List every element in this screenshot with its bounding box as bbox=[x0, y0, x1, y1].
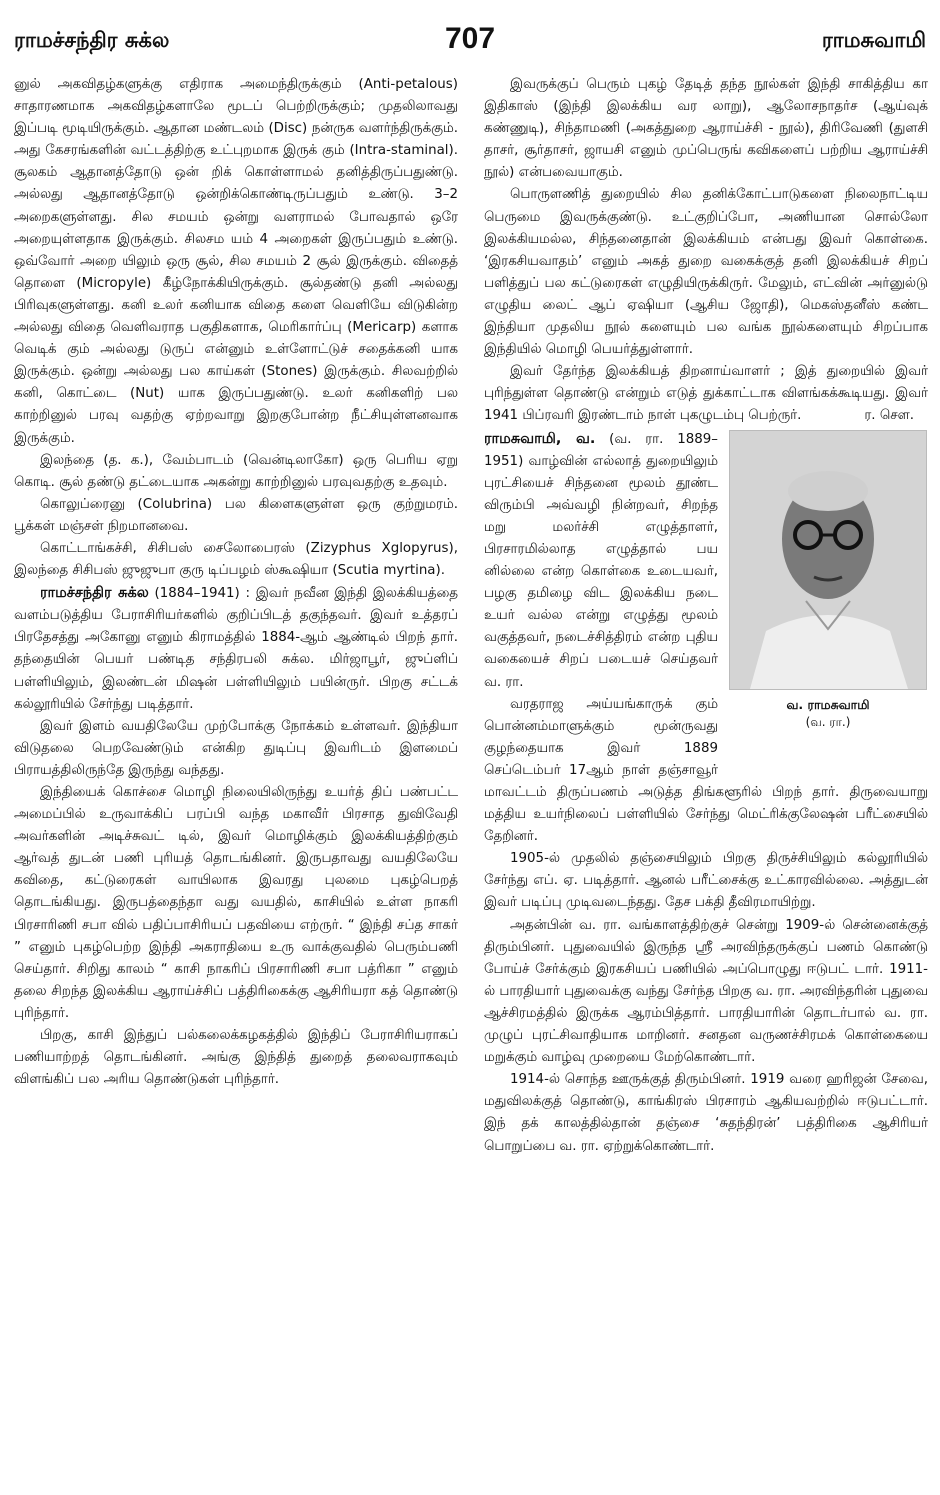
running-head-left: ராமச்சந்திர சுக்ல bbox=[14, 28, 170, 52]
paragraph: அதன்பின் வ. ரா. வங்காளத்திற்குச் சென்று 1909-ல் சென்னைக்குத் திரும்பினர். புதுவையில் இருந்த ஸ்ரீ அரவிந்தருக்குப் பணம் கொண்டு போய்ச் சேர்க்கும் இரகசியப் பணியில் அப்பொழுது ஈடுபட் டார். 1911-ல் பாரதியார் புதுவைக்கு வந்து சேர்ந்த பிறகு வ. ரா. அரவிந்தரின் புதுவை ஆச்சிரமத்தில் இருக்க ஆரம்பித்தார். பாரதியாரின் தொடர்பால் வ. ரா. முழுப் புரட்சிவாதியாக மாறினர். சனதன வருணச்சிரமக் கொள்கையை மறுக்கும் வாழ்வு முறையை மேற்கொண்டார். bbox=[484, 917, 928, 1066]
portrait-subcaption: (வ. ரா.) bbox=[805, 714, 851, 729]
paragraph: இலந்தை (த. க.), வேம்பாடம் (வென்டிலாகோ) ஒரு பெரிய ஏறு கொடி. சூல் தண்டு தட்டையாக அகன்று காற்றினுல் பரவுவதற்கு உதவும். bbox=[14, 452, 458, 490]
paragraph: இவருக்குப் பெரும் புகழ் தேடித் தந்த நூல்கள் இந்தி சாகித்திய கா இதிகாஸ் (இந்தி இலக்கிய வர லாறு), ஆலோசநாதர்ச (ஆய்வுக் கண்ணுடி), சிந்தாமணி (அகத்துறை ஆராய்ச்சி - நூல்), திரிவேணி (துளசி தாசர், சூர்தாசர், ஜாயசி எனும் முப்பெருங் கவிகளைப் பற்றிய ஆராய்ச்சி நூல்) என்பவையாகும். bbox=[484, 77, 928, 181]
paragraph: னுல் அகவிதழ்களுக்கு எதிராக அமைந்திருக்கும் (Anti-petalous) சாதாரணமாக அகவிதழ்களாலே மூடப் பெற்றிருக்கும்; முதலிலாவது இப்படி மூடியிருக்கும். ஆதான மண்டலம் (Disc) நன்ருக வளர்ந்திருக்கும். அது கேசரங்களின் வட்டத்திற்கு உட்புறமாக இருக் கும் (Intra-staminal). சூலகம் ஆதானத்தோடு ஒன் றிக் கொள்ளாமல் தனித்திருப்பதுண்டு. அல்லது ஆதானத்தோடு ஒன்றிக்கொண்டிருப்பதும் உண்டு. 3–2 அறைகளுள்ளது. சில சமயம் ஒன்று வளராமல் போவதால் ஒரே அறையுள்ளதாக இருக்கும். சிலசம யம் 4 அறைகள் இருப்பதும் உண்டு. ஒவ்வோர் அறை யிலும் ஒரு சூல், சில சமயம் 2 சூல் இருக்கும். விதைத் தொளை (Micropyle) கீழ்நோக்கியிருக்கும். சூல்தண்டு தனி அல்லது பிரிவுகளுள்ளது. கனி உலர் கனியாக விதை களை வெளியே விடுகின்ற அல்லது விதை வெளிவராத பகுதிகளாக, மெரிகார்ப்பு (Mericarp) களாக வெடிக் கும் அல்லது டுருப் என்னும் உள்ளோட்டுச் சதைக்கனி யாக இருக்கும். ஒன்று அல்லது பல காய்கள் (Stones) இருக்கும். சிலவற்றில் கனி, கொட்டை (Nut) யாக இருப்பதுண்டு. உலர் கனிகளிற் பல காற்றினுல் பரவு வதற்கு ஏற்றவாறு இறகுபோன்ற நீட்சியுள்ளனவாக இருக்கும். bbox=[14, 77, 458, 446]
running-head-right: ராமசுவாமி bbox=[821, 28, 926, 52]
paragraph: பொருளணித் துறையில் சில தனிக்கோட்பாடுகளை நிலைநாட்டிய பெருமை இவருக்குண்டு. உட்குறிப்போ, அணியான சொல்லோ இலக்கியமல்ல, சிந்தனைதான் இலக்கியம் என்பது இவர் கொள்கை. ‘இரகசியவாதம்’ எனும் அகத் துறை வகைக்குத் தனி இலக்கியச் சிறப் பளித்துப் பல கட்டுரைகள் எழுதியிருக்கிருர். மேலும், எட்வின் அர்னுல்டு எழுதிய லைட் ஆப் ஏஷியா (ஆசிய ஜோதி), மெகஸ்தனீஸ் கண்ட இந்தியா முதலிய நூல் களையும் பல வங்க நூல்களையும் சிறப்பாக இந்தியில் மொழி பெயர்த்துள்ளார். bbox=[484, 187, 928, 358]
entry-text: இவர் நவீன இந்தி இலக்கியத்தை வளம்படுத்திய பேராசிரியர்களில் குறிப்பிடத் தகுந்தவர். இவர் உத்தரப் பிரதேசத்து அகோனு எனும் கிராமத்தில் 1884-ஆம் ஆண்டில் பிறந் தார். தந்தையின் பெயர் பண்டித சந்திரபலி சுக்ல. மிர்ஜாபூர், ஜுப்ளிப் பள்ளியிலும், இலண்டன் மிஷன் பள்ளியிலும் பயின்ருர். பிறகு சட்டக் கல்லூரியில் சேர்ந்து படித்தார். bbox=[14, 586, 458, 712]
entry-headword: ராமச்சந்திர சுக்ல bbox=[40, 585, 149, 602]
right-column bbox=[484, 74, 928, 1474]
paragraph: 1914-ல் சொந்த ஊருக்குத் திரும்பினர். 1919 வரை ஹரிஜன் சேவை, மதுவிலக்குத் தொண்டு, காங்கிரஸ் பிரசாரம் ஆகியவற்றில் ஈடுபட்டார். இந் தக் காலத்தில்தான் தஞ்சை ‘சுதந்திரன்’ பத்திரிகை ஆசிரியர் பொறுப்பை வ. ரா. ஏற்றுக்கொண்டார். bbox=[484, 1072, 928, 1154]
page-number: 707 bbox=[444, 22, 496, 55]
paragraph bbox=[484, 361, 928, 427]
paragraph: வரதராஜ அய்யங்காருக் கும் பொன்னம்மாளுக்கும் மூன்ருவது குழந்தையாக இவர் 1889 செப்டெம்பர் 17ஆம் நாள் தஞ்சாவூர் மாவட்டம் திருப்பணம் அடுத்த திங்களூரில் பிறந் தார். திருவையாறு மத்திய உயர்நிலைப் பள்ளியில் சேர்ந்து மெட்ரிக்குலேஷன் பரீட்சையில் தேறினர். bbox=[484, 696, 928, 845]
entry-paragraph bbox=[14, 582, 458, 716]
entry-headword: ராமசுவாமி, வ. bbox=[484, 430, 596, 447]
page-header bbox=[14, 22, 926, 62]
paragraph: கொட்டாங்கச்சி, சிசிபஸ் சைலோபைரஸ் (Zizyphus Xglopyrus), இலந்தை சிசிபஸ் ஜுஜுபா குரு டிப்பழம் ஸ்கூஷியா (Scutia myrtina). bbox=[14, 540, 458, 579]
paragraph: கொலுப்ரைனு (Colubrina) பல கிளைகளுள்ள ஒரு குற்றுமரம். பூக்கள் மஞ்சள் நிறமானவை. bbox=[14, 496, 458, 534]
entry-text: (வ. ரா. 1889–1951) வாழ்வின் எல்லாத் துறையிலும் புரட்சியைச் சிந்தனை மூலம் தூண்ட விரும்பி அவ்வழி நின்றவர், சிறந்த மறு மலர்ச்சி எழுத்தாளர், பிரசாரமில்லாத எழுத்தால் பய னில்லை என்ற கொள்கை உடையவர், பழகு தமிழை விட இலக்கிய நடை உயர் வல்ல என்று எழுத்து மூலம் வகுத்தவர், நடைச்சித்திரம் என்ற புதிய வகையைச் சிறப் படையச் செய்தவர் வ. ரா. bbox=[484, 431, 718, 690]
left-column bbox=[14, 74, 458, 1474]
portrait-photo bbox=[729, 430, 927, 690]
author-signature: ர. சௌ. bbox=[864, 408, 914, 424]
paragraph-text: இவர் தேர்ந்த இலக்கியத் திறனாய்வாளர் ; இத் துறையில் இவர் புரிந்துள்ள தொண்டு என்றும் எடுத் துக்காட்டாக விளங்கக்கூடியது. இவர் 1941 பிப்ரவரி இரண்டாம் நாள் புகழுடம்பு பெற்ருர். bbox=[484, 364, 928, 424]
paragraph: பிறகு, காசி இந்துப் பல்கலைக்கழகத்தில் இந்திப் பேராசிரியராகப் பணியாற்றத் தொடங்கினர். அங்கு இந்தித் துறைத் தலைவராகவும் விளங்கிப் பல அரிய தொண்டுகள் புரிந்தார். bbox=[14, 1028, 458, 1088]
portrait-figure bbox=[728, 430, 928, 760]
portrait-illustration bbox=[730, 431, 926, 689]
entry-years: (1884–1941) : bbox=[148, 586, 256, 602]
portrait-caption: வ. ராமசுவாமி bbox=[786, 696, 870, 712]
paragraph: இந்தியைக் கொச்சை மொழி நிலையிலிருந்து உயர்த் திப் பண்பட்ட அமைப்பில் உருவாக்கிப் பரப்பி வந்த மகாவீர் பிரசாத துவிவேதி அவர்களின் அடிச்சுவட் டில், இவர் மொழிக்கும் இலக்கியத்திற்கும் ஆர்வத் துடன் பணி புரியத் தொடங்கினர். இருபதாவது வயதிலேயே கவிதை, கட்டுரைகள் வாயிலாக இவரது புலமை புகழ்பெறத் தொடங்கியது. இருபத்தைந்தா வது வயதில், காசியில் உள்ள நாகரி பிரசாரிணி சபா வில் பதிப்பாசிரியப் பதவியை எற்ருர். “ இந்தி சப்த சாகர் ” எனும் புகழ்பெற்ற இந்தி அகராதியை உரு வாக்குவதில் பெரும்பணி செய்தார். சிறிது காலம் “ காசி நாகரிப் பிரசாரிணி சபா பத்ரிகா ” எனும் தலை சிறந்த இலக்கிய ஆராய்ச்சிப் பத்திரிகைக்கு ஆசிரியரா கத் தொண்டு புரிந்தார். bbox=[14, 785, 458, 1021]
paragraph: இவர் இளம் வயதிலேயே முற்போக்கு நோக்கம் உள்ளவர். இந்தியா விடுதலை பெறவேண்டும் என்கிற துடிப்பு இவரிடம் இளமைப் பிராயத்திலிருந்தே இருந்து வந்தது. bbox=[14, 718, 458, 778]
paragraph: 1905-ல் முதலில் தஞ்சையிலும் பிறகு திருச்சியிலும் கல்லூரியில் சேர்ந்து எப். ஏ. படித்தார். ஆனல் பரீட்சைக்கு உட்காரவில்லை. அத்துடன் இவர் படிப்பு முடிவடைந்தது. தேச பக்தி தீவிரமாயிற்று. bbox=[484, 851, 928, 911]
